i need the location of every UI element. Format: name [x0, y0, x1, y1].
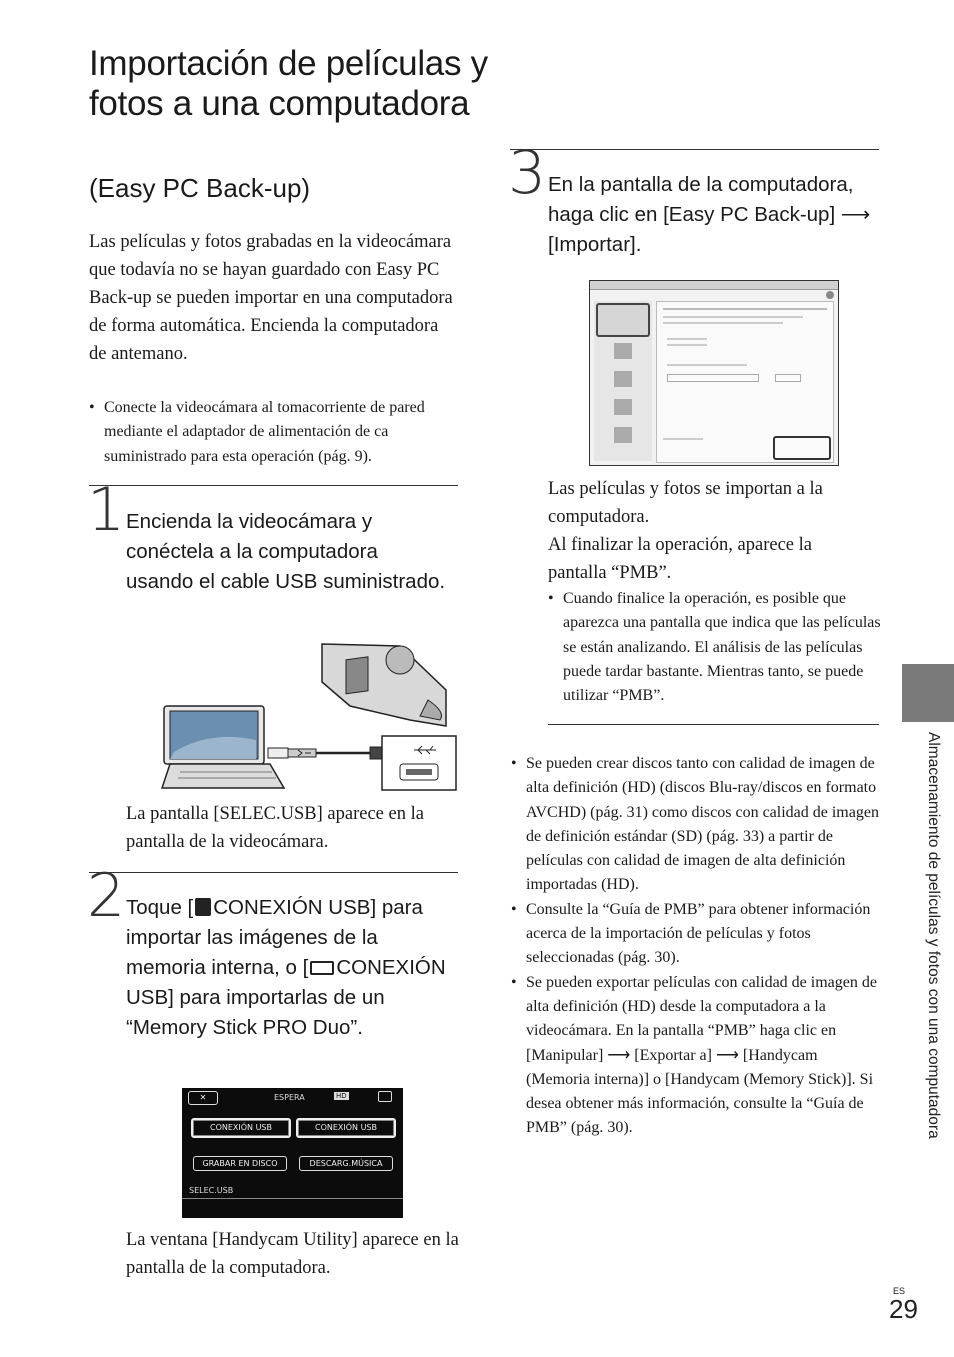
note-item: • Se pueden exportar películas con calidad de imagen de alta definición (HD) desde la computadora a la videocámara. En la pantalla “PMB” haga clic en [Manipular] ⟶ [Exportar a] ⟶ [Handycam (Memoria interna)] o [Handycam (Memory Stick)]. Si desea obtener más información, consulte la “Guía de PMB” (pág. 30). — [526, 971, 882, 1141]
burn-disc-button[interactable]: GRABAR EN DISCO — [193, 1156, 287, 1171]
hd-mode-badge: HD — [336, 1092, 347, 1100]
media-transfer-icon — [614, 399, 632, 415]
step-3-result-2: Al finalizar la operación, aparece la pantalla “PMB”. — [548, 535, 812, 583]
note-item: • Consulte la “Guía de PMB” para obtener información acerca de la importación de películas y fotos seleccionadas (pág. 30). — [526, 898, 882, 971]
content-line — [667, 338, 707, 340]
page-number: 29 — [889, 1294, 918, 1324]
section-tab — [902, 664, 954, 722]
divider — [89, 872, 458, 873]
camera-lcd-screen — [182, 1088, 403, 1218]
divider — [510, 149, 879, 150]
window-titlebar — [590, 281, 838, 290]
usb-cable-icon — [268, 747, 390, 759]
page-title: Importación de películas y fotos a una computadora — [89, 44, 488, 123]
page-language: ES — [893, 1286, 906, 1296]
lcd-screen-label: SELEC.USB — [189, 1186, 234, 1195]
usb-connection-illustration — [160, 640, 460, 792]
memory-stick-icon — [310, 961, 334, 975]
media-file-import-icon — [614, 343, 632, 359]
step-1-result: La pantalla [SELEC.USB] aparece en la pantalla de la videocámara. — [126, 804, 424, 852]
lcd-status: ESPERA — [274, 1093, 305, 1102]
laptop-icon — [162, 706, 284, 788]
step-3-note: • Cuando finalice la operación, es posible que aparezca una pantalla que indica que las películas se están analizando. El análisis de las películas puede tardar bastante. Mientras tanto, se puede utilizar “PMB”. — [563, 587, 881, 708]
step-3-note-list — [563, 587, 881, 708]
content-line — [663, 308, 827, 310]
content-line — [663, 316, 803, 318]
step-3-number: 3 — [508, 138, 547, 208]
lcd-divider — [182, 1198, 403, 1199]
arrow-icon: ⟶ — [715, 1046, 739, 1064]
arrow-icon: ⟶ — [840, 203, 871, 226]
step-2-result: La ventana [Handycam Utility] aparece en la pantalla de la computadora. — [126, 1230, 459, 1278]
change-button[interactable] — [775, 374, 801, 382]
content-line — [667, 344, 707, 346]
intro-note: • Conecte la videocámara al tomacorriente de pared mediante el adaptador de alimentación de ca suministrado para esta operación (pág. 9). — [104, 396, 462, 469]
step-1-instruction: Encienda la videocámara y conéctela a la computadora usando el cable USB suministrado. — [126, 510, 446, 593]
step-3-result-1: Las películas y fotos se importan a la computadora. — [548, 479, 823, 527]
internal-memory-icon — [195, 898, 211, 916]
path-field — [667, 374, 759, 382]
section-label: Almacenamiento de películas y fotos con una computadora — [925, 732, 942, 1139]
page-subtitle: (Easy PC Back-up) — [89, 173, 311, 203]
one-touch-disc-icon — [614, 371, 632, 387]
intro-note-list — [104, 396, 462, 469]
notes-list — [526, 752, 882, 1141]
usb-connect-internal-button[interactable]: CONEXIÓN USB — [191, 1118, 291, 1138]
arrow-icon: ⟶ — [607, 1046, 631, 1064]
usb-port-callout — [382, 736, 456, 790]
step-2-number: 2 — [87, 861, 126, 931]
help-icon — [826, 291, 834, 299]
step-2-instruction: Toque [ CONEXIÓN USB] para importar las imágenes de la memoria interna, o [ CONEXIÓN USB] para importarlas de un “Memory Stick PRO Duo”. — [126, 896, 446, 1039]
window-sidebar — [594, 301, 652, 461]
download-music-button[interactable]: DESCARG.MÚSICA — [299, 1156, 393, 1171]
easy-pc-backup-tile[interactable] — [596, 303, 650, 337]
camcorder-icon — [322, 644, 446, 726]
note-item: • Se pueden crear discos tanto con calidad de imagen de alta definición (HD) (discos Blu-ray/discos en formato AVCHD) (pág. 31) como discos con calidad de imagen de definición estándar (SD) (pág. 33) a partir de películas con calidad de imagen de alta definición importadas (HD). — [526, 752, 882, 898]
import-button[interactable] — [773, 436, 831, 460]
step-3-instruction: En la pantalla de la computadora, haga clic en [Easy PC Back-up] ⟶ [Importar]. — [548, 173, 871, 256]
content-line — [663, 322, 783, 324]
window-content — [656, 301, 834, 463]
content-line — [667, 364, 747, 366]
divider — [89, 485, 458, 486]
intro-paragraph: Las películas y fotos grabadas en la videocámara que todavía no se hayan guardado con Easy PC Back-up se pueden importar en una computadora de forma automática. Encienda la computadora de antemano. — [89, 232, 453, 364]
handycam-utility-window — [589, 280, 839, 466]
usb-connect-stick-button[interactable]: CONEXIÓN USB — [296, 1118, 396, 1138]
content-line — [663, 438, 703, 440]
delete-files-icon — [614, 427, 632, 443]
step-1-number: 1 — [87, 475, 126, 545]
battery-icon — [378, 1091, 392, 1102]
close-icon[interactable]: ✕ — [188, 1091, 218, 1105]
divider — [548, 724, 879, 725]
